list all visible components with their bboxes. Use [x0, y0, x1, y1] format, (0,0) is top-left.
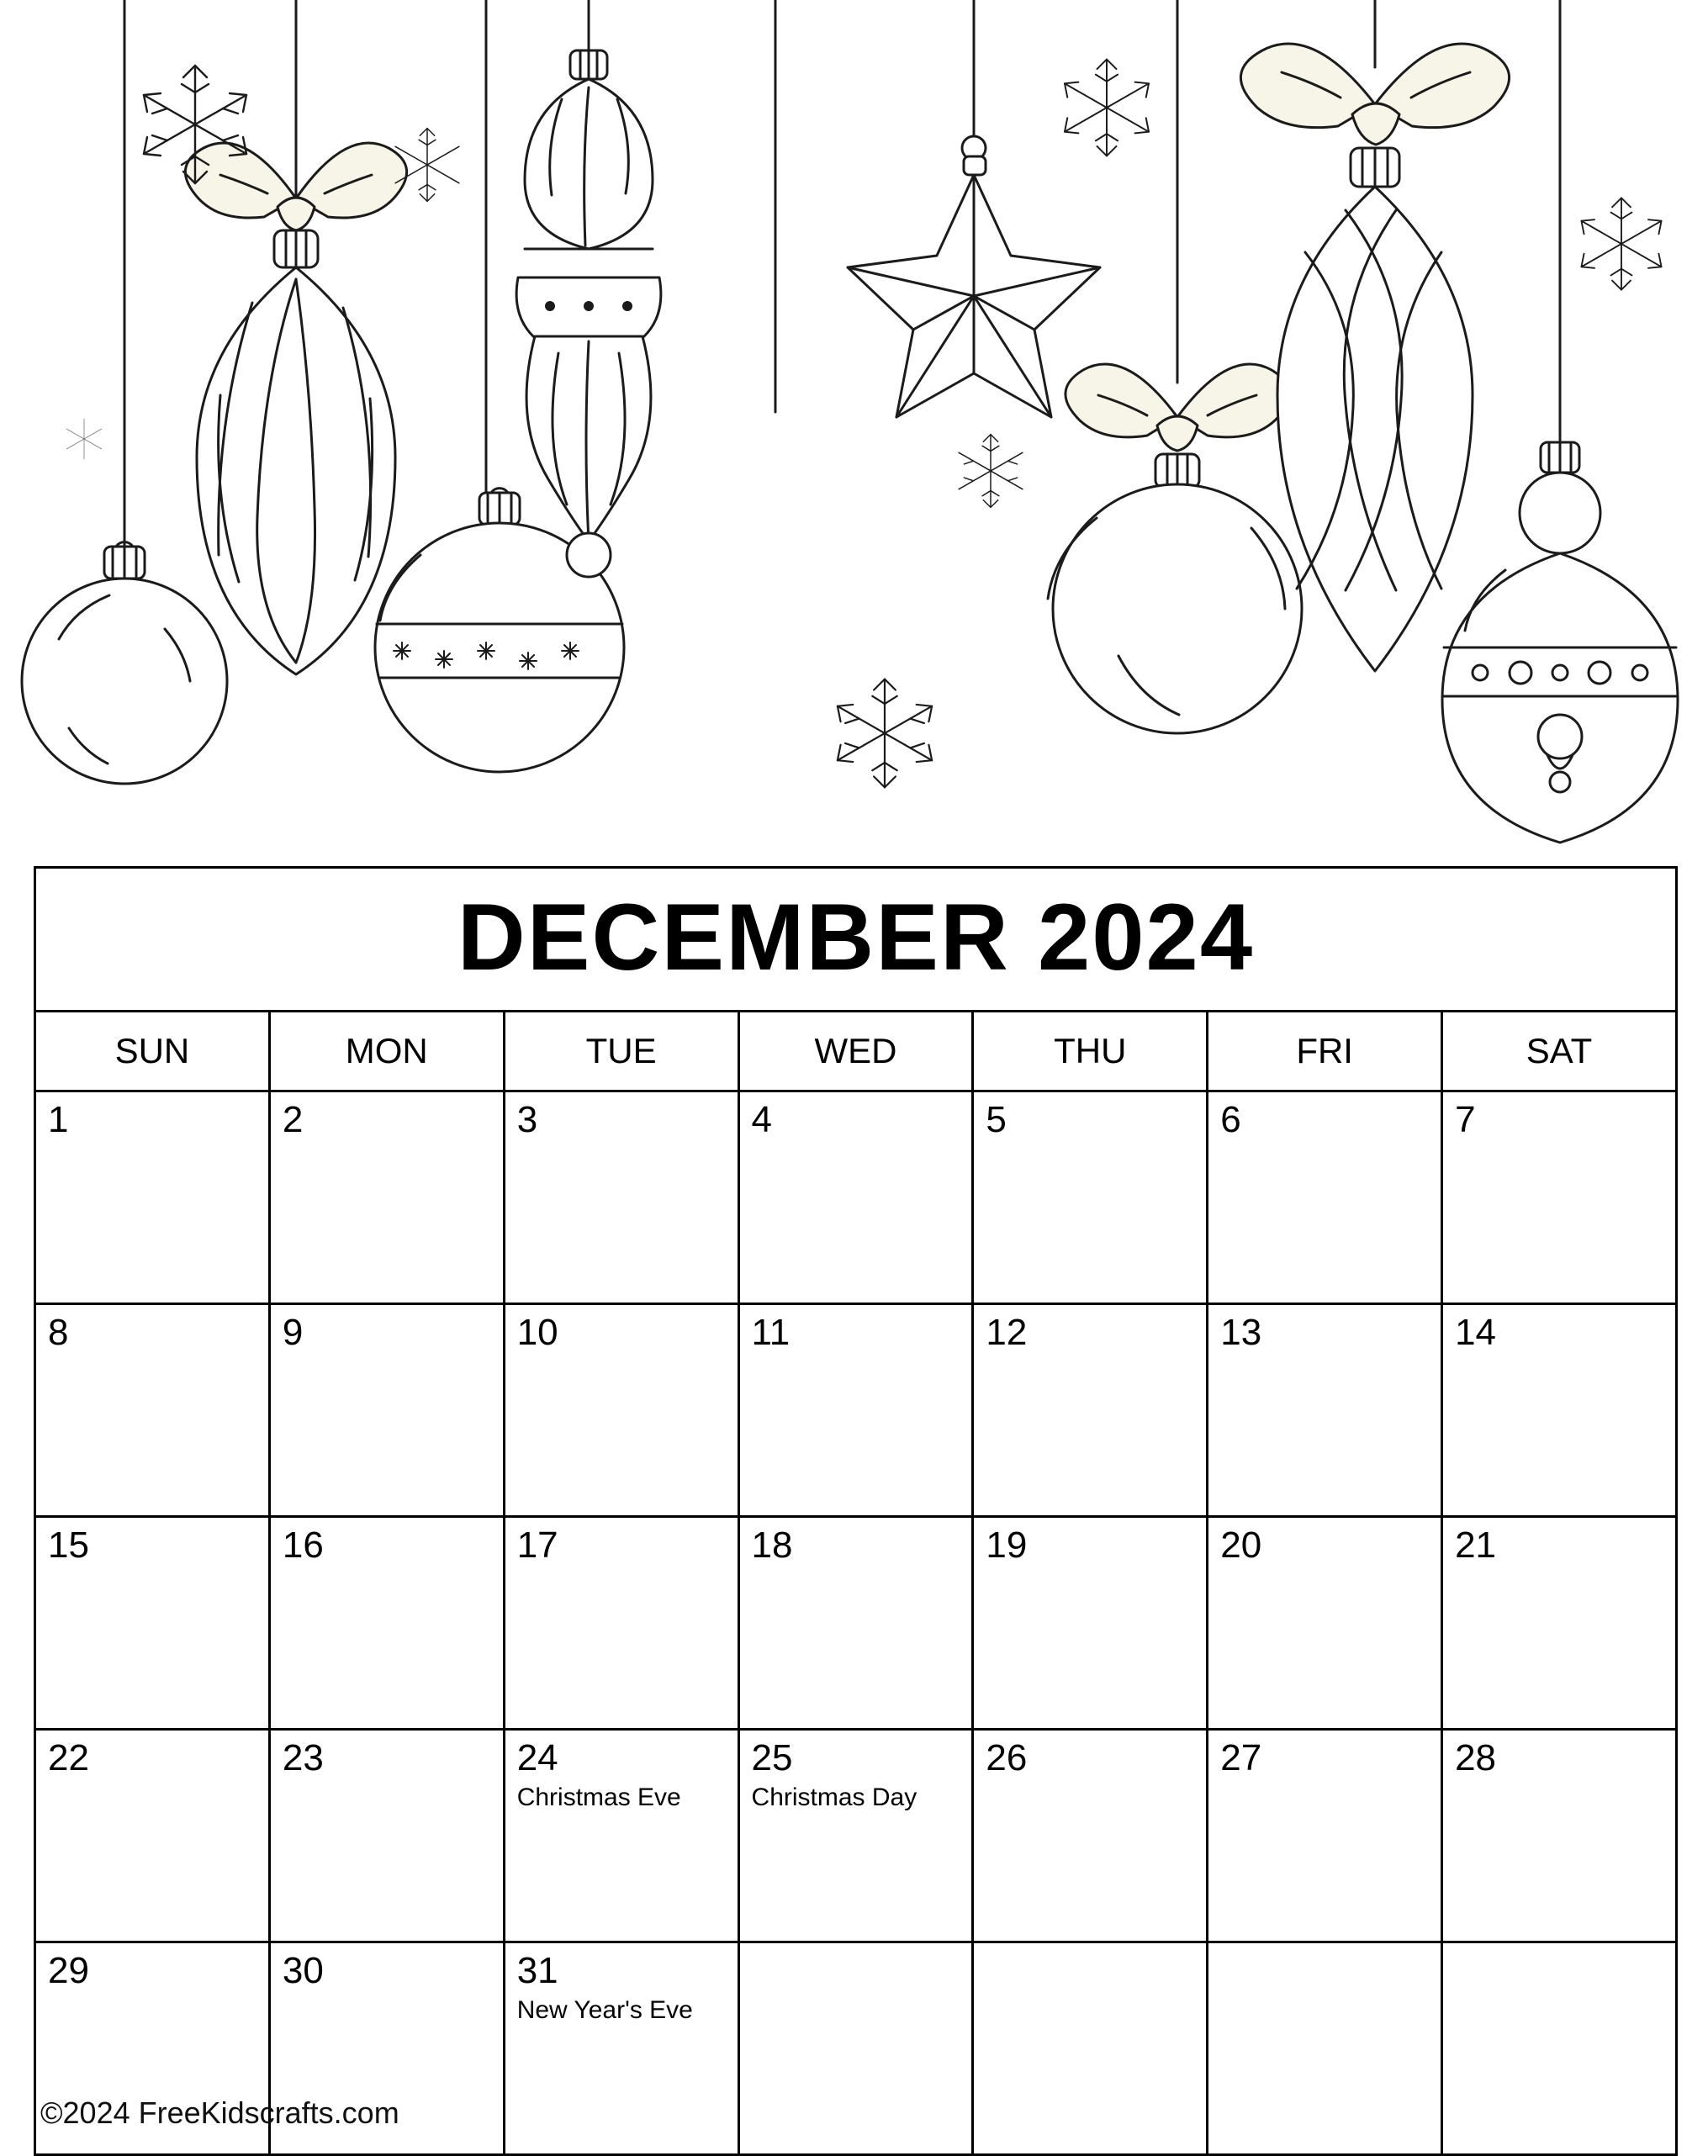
day-cell[interactable]	[1208, 1304, 1442, 1517]
calendar-title-cell	[35, 868, 1677, 1012]
day-cell[interactable]	[1442, 1304, 1677, 1517]
day-number: 8	[48, 1312, 69, 1353]
day-number: 2	[282, 1099, 304, 1140]
day-cell-empty[interactable]	[973, 1942, 1208, 2155]
day-cell[interactable]	[973, 1517, 1208, 1730]
day-number: 14	[1455, 1312, 1497, 1353]
calendar-week-row	[35, 1091, 1677, 1304]
day-cell[interactable]	[35, 1304, 270, 1517]
day-cell[interactable]	[504, 1091, 738, 1304]
calendar-week-row	[35, 1730, 1677, 1942]
day-cell[interactable]	[269, 1517, 504, 1730]
day-cell[interactable]	[973, 1730, 1208, 1942]
weekday-sun: SUN	[35, 1012, 270, 1091]
day-number: 6	[1220, 1099, 1241, 1140]
weekday-header-row	[35, 1012, 1677, 1091]
day-number: 17	[516, 1525, 558, 1566]
day-cell-empty[interactable]	[1442, 1942, 1677, 2155]
day-cell[interactable]	[973, 1304, 1208, 1517]
ornaments-artwork	[0, 0, 1708, 849]
day-number: 24	[516, 1737, 558, 1778]
day-cell[interactable]	[738, 1730, 973, 1942]
day-number: 20	[1220, 1525, 1262, 1566]
day-cell[interactable]	[269, 1730, 504, 1942]
day-number: 15	[48, 1525, 89, 1566]
day-number: 3	[516, 1099, 538, 1140]
day-number: 25	[751, 1737, 793, 1778]
day-number: 11	[751, 1312, 791, 1353]
day-cell[interactable]	[1208, 1730, 1442, 1942]
day-cell[interactable]	[1442, 1091, 1677, 1304]
ornament-finial	[516, 50, 661, 577]
day-event: Christmas Day	[751, 1783, 917, 1812]
day-number: 21	[1455, 1525, 1497, 1566]
day-cell[interactable]	[269, 1304, 504, 1517]
day-cell[interactable]	[35, 1730, 270, 1942]
day-number: 13	[1220, 1312, 1262, 1353]
calendar-week-row	[35, 1517, 1677, 1730]
page-title: DECEMBER 2024	[457, 885, 1255, 990]
day-cell[interactable]	[504, 1517, 738, 1730]
day-number: 7	[1455, 1099, 1476, 1140]
weekday-fri: FRI	[1208, 1012, 1442, 1091]
day-number: 27	[1220, 1737, 1262, 1778]
day-cell[interactable]	[35, 1091, 270, 1304]
weekday-tue: TUE	[504, 1012, 738, 1091]
day-cell[interactable]	[504, 1304, 738, 1517]
day-number: 12	[986, 1312, 1028, 1353]
day-cell[interactable]	[738, 1517, 973, 1730]
day-number: 22	[48, 1737, 89, 1778]
calendar-title-row	[35, 868, 1677, 1012]
day-number: 29	[48, 1950, 89, 1991]
day-cell[interactable]	[35, 1517, 270, 1730]
calendar-week-row	[35, 1304, 1677, 1517]
day-number: 23	[282, 1737, 324, 1778]
day-cell[interactable]	[1442, 1517, 1677, 1730]
day-number: 18	[751, 1525, 793, 1566]
day-cell-empty[interactable]	[738, 1942, 973, 2155]
day-event: Christmas Eve	[516, 1783, 681, 1812]
day-number: 30	[282, 1950, 324, 1991]
day-cell[interactable]	[504, 1942, 738, 2155]
copyright-credit: ©2024 FreeKidscrafts.com	[40, 2095, 399, 2130]
weekday-mon: MON	[269, 1012, 504, 1091]
day-cell[interactable]	[738, 1091, 973, 1304]
ornament-ball-bow	[1048, 364, 1302, 733]
day-cell[interactable]	[738, 1304, 973, 1517]
ornament-ball-small	[22, 542, 227, 784]
day-number: 26	[986, 1737, 1028, 1778]
ornament-teardrop-bow	[185, 143, 406, 674]
day-number: 1	[48, 1099, 69, 1140]
calendar-table	[34, 866, 1678, 2156]
day-number: 10	[516, 1312, 558, 1353]
day-number: 28	[1455, 1737, 1497, 1778]
weekday-sat: SAT	[1442, 1012, 1677, 1091]
day-cell[interactable]	[269, 1091, 504, 1304]
day-cell[interactable]	[504, 1730, 738, 1942]
day-number: 9	[282, 1312, 304, 1353]
day-cell[interactable]	[1208, 1091, 1442, 1304]
day-number: 5	[986, 1099, 1007, 1140]
day-cell[interactable]	[1442, 1730, 1677, 1942]
day-number: 31	[516, 1950, 558, 1991]
day-cell-empty[interactable]	[1208, 1942, 1442, 2155]
day-event: New Year's Eve	[516, 1996, 693, 2025]
ornament-banded-drop	[1442, 442, 1678, 843]
day-cell[interactable]	[973, 1091, 1208, 1304]
day-number: 16	[282, 1525, 324, 1566]
ornament-star	[848, 136, 1100, 417]
day-cell[interactable]	[1208, 1517, 1442, 1730]
calendar	[34, 866, 1678, 2156]
day-number: 4	[751, 1099, 773, 1140]
weekday-wed: WED	[738, 1012, 973, 1091]
weekday-thu: THU	[973, 1012, 1208, 1091]
day-number: 19	[986, 1525, 1028, 1566]
